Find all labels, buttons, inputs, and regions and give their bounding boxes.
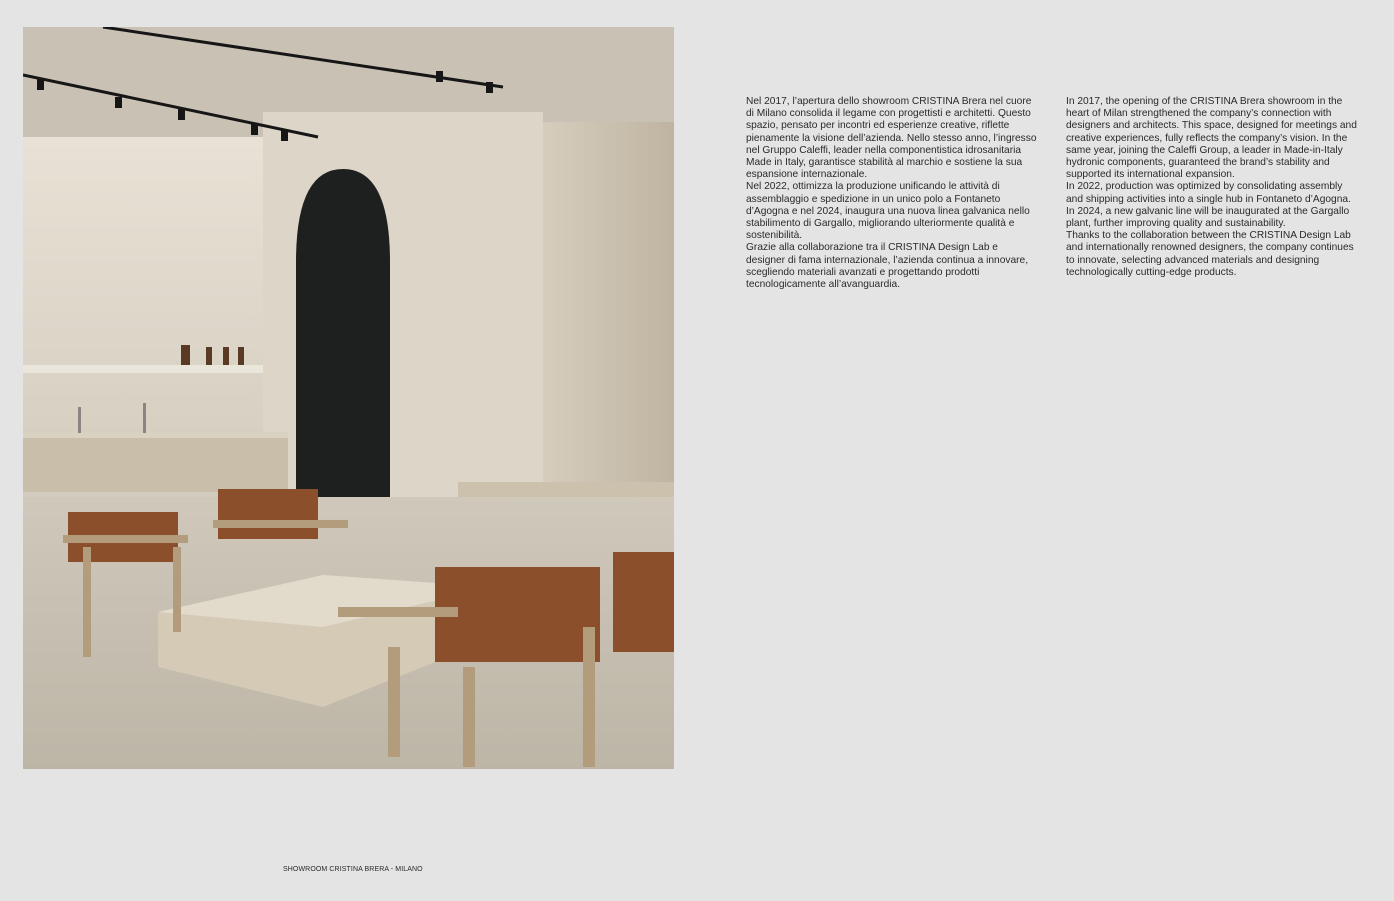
italian-paragraph: Nel 2017, l’apertura dello showroom CRISTINA Brera nel cuore di Milano consolida il legame con progettisti e architetti. Questo spazio, pensato per incontri ed esperienze creative, riflette pienamente la visione dell’azienda. Nello stesso anno, l’ingresso nel Gruppo Caleffi, leader nella componentistica idrosanitaria Made in Italy, garantisce stabilità al marchio e sostiene la sua espansione internazionale. [746,96,1037,181]
italian-paragraph: Grazie alla collaborazione tra il CRISTINA Design Lab e designer di fama internazionale, l’azienda continua a innovare, scegliendo materiali avanzati e progettando prodotti tecnologicamente all’avanguardia. [746,242,1029,291]
english-text-column [1066,96,1358,279]
italian-text-column [746,96,1038,291]
showroom-photo [23,27,674,769]
english-paragraph: Thanks to the collaboration between the CRISTINA Design Lab and internationally renowned designers, the company continues to innovate, selecting advanced materials and designing technologically cutting-edge products. [1066,230,1354,278]
english-paragraph: In 2017, the opening of the CRISTINA Brera showroom in the heart of Milan strengthened the company’s connection with designers and architects. This space, designed for meetings and creative experiences, fully reflects the company’s vision. In the same year, joining the Caleffi Group, a leader in Made-in-Italy hydronic components, guaranteed the brand’s stability and supported its international expansion. [1066,96,1357,181]
english-paragraph: In 2022, production was optimized by consolidating assembly and shipping activities into a single hub in Fontaneto d’Agogna. In 2024, a new galvanic line will be inaugurated at the Gargallo plant, further improving quality and sustainability. [1066,181,1351,230]
italian-paragraph: Nel 2022, ottimizza la produzione unificando le attività di assemblaggio e spedizione in un unico polo a Fontaneto d’Agogna e nel 2024, inaugura una nuova linea galvanica nello stabilimento di Gargallo, migliorando ulteriormente qualità e sostenibilità. [746,181,1030,242]
photo-caption: SHOWROOM CRISTINA BRERA - MILANO [283,866,423,873]
showroom-illustration [23,27,674,769]
